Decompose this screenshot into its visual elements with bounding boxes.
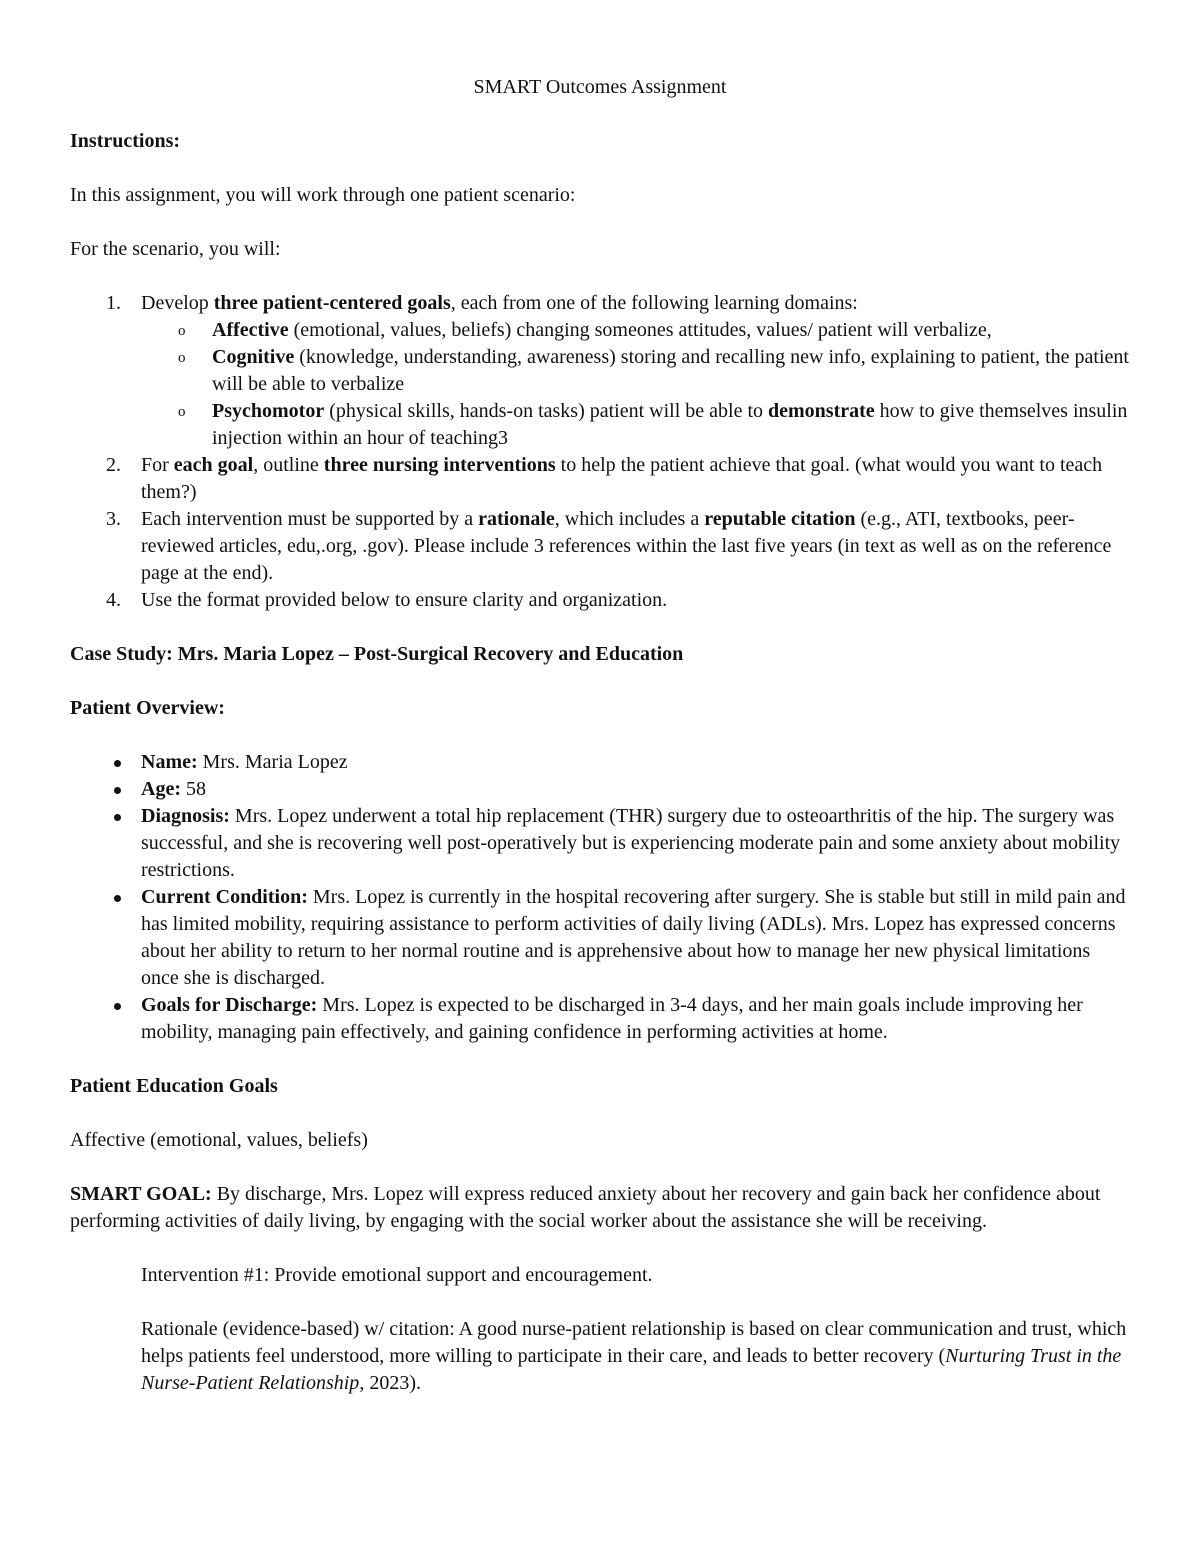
bullet-icon xyxy=(114,787,121,794)
sub-list-item: o Affective (emotional, values, beliefs) changing someones attitudes, values/ patient will verbalize, xyxy=(141,317,1130,344)
circle-bullet-icon: o xyxy=(178,323,186,339)
smart-goal: SMART GOAL: By discharge, Mrs. Lopez will express reduced anxiety about her recovery and gain back her confidence about performing activities of daily living, by engaging with the social worker about the assistance she will be receiving. xyxy=(70,1183,1101,1232)
sub-list-item: o Cognitive (knowledge, understanding, awareness) storing and recalling new info, explaining to patient, the patient will be able to verbalize xyxy=(178,346,1129,395)
instructions-intro: In this assignment, you will work through one patient scenario: xyxy=(70,184,576,206)
document-page xyxy=(70,70,1130,1397)
list-item: Goals for Discharge: Mrs. Lopez is expected to be discharged in 3-4 days, and her main goals include improving her mobility, managing pain effectively, and gaining confidence in performing activities at home. xyxy=(70,992,1130,1046)
instructions-for-scenario: For the scenario, you will: xyxy=(70,238,281,260)
bullet-icon xyxy=(114,1003,121,1010)
list-item: Diagnosis: Mrs. Lopez underwent a total hip replacement (THR) surgery due to osteoarthritis of the hip. The surgery was successful, and she is recovering well post-operatively but is experiencing moderate pain and some anxiety about mobility restrictions. xyxy=(70,803,1130,884)
circle-bullet-icon: o xyxy=(178,350,186,366)
learning-domains-list xyxy=(141,317,1130,452)
list-item: Current Condition: Mrs. Lopez is currently in the hospital recovering after surgery. She is stable but still in mild pain and has limited mobility, requiring assistance to perform activities of daily living (ADLs). Mrs. Lopez has expressed concerns about her ability to return to her normal routine and is apprehensive about how to manage her new physical limitations once she is discharged. xyxy=(70,884,1130,992)
bullet-icon xyxy=(114,814,121,821)
case-study-heading: Case Study: Mrs. Maria Lopez – Post-Surgical Recovery and Education xyxy=(70,643,684,665)
list-item: Age: 58 xyxy=(70,776,1130,803)
affective-domain-label: Affective (emotional, values, beliefs) xyxy=(70,1129,368,1151)
instructions-heading: Instructions: xyxy=(70,130,181,152)
list-item: 1. Develop three patient-centered goals, each from one of the following learning domains: o Affective (emotional, values, beliefs) changing someones attitudes, values/ patient will verbalize, o Cognitive (knowledge, understanding, awareness) storing and recalling new info, explaining to patient, the patient will be able to verbalize o Psychomotor (physical skills, hands-on tasks) patient will be able to demonstrate how to give themselves insulin injection within an hour of teaching3 xyxy=(70,290,1130,452)
list-item: 2. For each goal, outline three nursing interventions to help the patient achieve that goal. (what would you want to teach them?) xyxy=(106,454,1103,503)
sub-list-item: o Psychomotor (physical skills, hands-on tasks) patient will be able to demonstrate how to give themselves insulin injection within an hour of teaching3 xyxy=(178,400,1128,449)
circle-bullet-icon: o xyxy=(178,404,186,420)
list-item: Name: Mrs. Maria Lopez xyxy=(70,749,1130,776)
patient-overview-heading: Patient Overview: xyxy=(70,697,225,719)
intervention-1: Intervention #1: Provide emotional support and encouragement. xyxy=(141,1264,653,1286)
document-title: SMART Outcomes Assignment xyxy=(473,76,727,98)
patient-overview-list xyxy=(70,749,1130,1046)
list-item: 3. Each intervention must be supported by a rationale, which includes a reputable citation (e.g., ATI, textbooks, peer-reviewed articles, edu,.org, .gov). Please include 3 references within the last five years (in text as well as on the reference page at the end). xyxy=(106,508,1112,584)
list-item: 4. Use the format provided below to ensure clarity and organization. xyxy=(106,589,668,611)
bullet-icon xyxy=(114,760,121,767)
education-goals-heading: Patient Education Goals xyxy=(70,1075,278,1097)
rationale-1: Rationale (evidence-based) w/ citation: A good nurse-patient relationship is based on clear communication and trust, which helps patients feel understood, more willing to participate in their care, and leads to better recovery (Nurturing Trust in the Nurse-Patient Relationship, 2023). xyxy=(141,1318,1127,1394)
bullet-icon xyxy=(114,895,121,902)
instructions-list xyxy=(70,290,1130,614)
